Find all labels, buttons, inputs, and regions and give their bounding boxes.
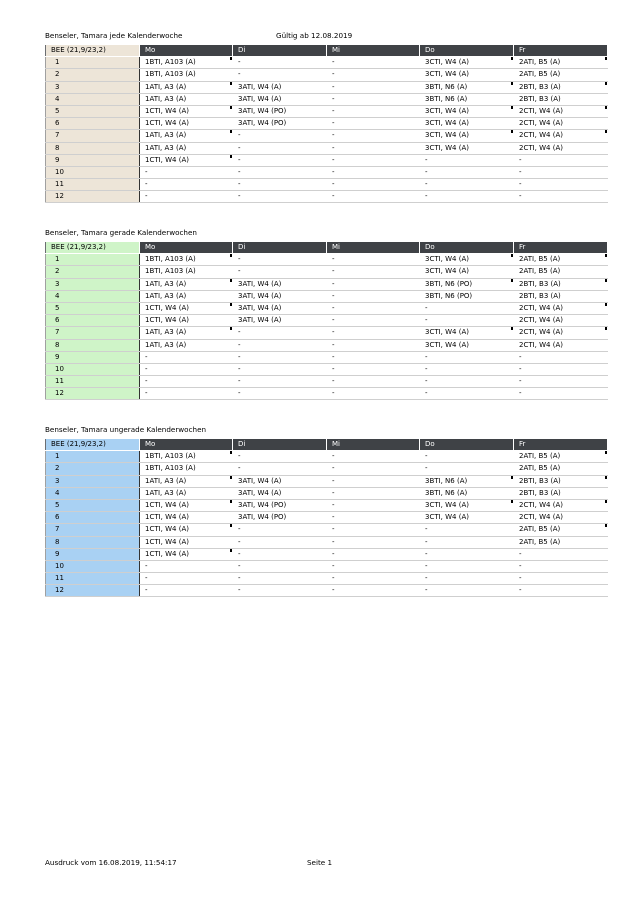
lesson-cell-fr: 2ATI, B5 (A) bbox=[514, 69, 608, 81]
lesson-cell-mi: - bbox=[327, 573, 420, 585]
lesson-cell-mo: 1ATI, A3 (A) bbox=[140, 142, 233, 154]
lesson-cell-mi: - bbox=[327, 166, 420, 178]
day-header-do: Do bbox=[420, 439, 514, 451]
lesson-cell-mo: 1ATI, A3 (A) bbox=[140, 93, 233, 105]
period-number: 2 bbox=[46, 69, 140, 81]
lesson-cell-di: - bbox=[233, 166, 327, 178]
lesson-cell-fr: - bbox=[514, 363, 608, 375]
period-number: 1 bbox=[46, 254, 140, 266]
table-row bbox=[46, 118, 608, 130]
period-number: 6 bbox=[46, 512, 140, 524]
lesson-cell-mi: - bbox=[327, 179, 420, 191]
lesson-cell-fr: - bbox=[514, 179, 608, 191]
period-number: 9 bbox=[46, 548, 140, 560]
day-header-do: Do bbox=[420, 45, 514, 57]
period-number: 5 bbox=[46, 302, 140, 314]
period-number: 5 bbox=[46, 105, 140, 117]
lesson-cell-mi: - bbox=[327, 57, 420, 69]
lesson-cell-fr: - bbox=[514, 351, 608, 363]
lesson-cell-di: 3ATI, W4 (A) bbox=[233, 487, 327, 499]
lesson-cell-do: 3BTI, N6 (PO) bbox=[420, 278, 514, 290]
table-row bbox=[46, 290, 608, 302]
teacher-code-header: BEE (21,9/23,2) bbox=[46, 45, 140, 57]
lesson-cell-do: - bbox=[420, 524, 514, 536]
lesson-cell-fr: 2BTI, B3 (A) bbox=[514, 278, 608, 290]
day-header-mo: Mo bbox=[140, 45, 233, 57]
table-row bbox=[46, 266, 608, 278]
lesson-cell-mi: - bbox=[327, 191, 420, 203]
lesson-cell-fr: 2BTI, B3 (A) bbox=[514, 475, 608, 487]
period-number: 7 bbox=[46, 130, 140, 142]
lesson-cell-fr: - bbox=[514, 388, 608, 400]
lesson-cell-di: - bbox=[233, 142, 327, 154]
lesson-cell-fr: - bbox=[514, 573, 608, 585]
table-header-row bbox=[46, 45, 608, 57]
lesson-cell-fr: 2ATI, B5 (A) bbox=[514, 254, 608, 266]
lesson-cell-di: - bbox=[233, 339, 327, 351]
lesson-cell-fr: 2CTI, W4 (A) bbox=[514, 118, 608, 130]
lesson-cell-do: 3CTI, W4 (A) bbox=[420, 327, 514, 339]
lesson-cell-mi: - bbox=[327, 388, 420, 400]
lesson-cell-do: - bbox=[420, 166, 514, 178]
lesson-cell-di: - bbox=[233, 327, 327, 339]
day-header-mo: Mo bbox=[140, 439, 233, 451]
day-header-di: Di bbox=[233, 45, 327, 57]
lesson-cell-fr: 2ATI, B5 (A) bbox=[514, 524, 608, 536]
table-row bbox=[46, 475, 608, 487]
period-number: 4 bbox=[46, 487, 140, 499]
lesson-cell-mi: - bbox=[327, 376, 420, 388]
lesson-cell-mo: 1CTI, W4 (A) bbox=[140, 154, 233, 166]
lesson-cell-di: - bbox=[233, 451, 327, 463]
lesson-cell-fr: - bbox=[514, 560, 608, 572]
lesson-cell-fr: 2ATI, B5 (A) bbox=[514, 463, 608, 475]
teacher-code-header: BEE (21,9/23,2) bbox=[46, 439, 140, 451]
lesson-cell-do: 3BTI, N6 (A) bbox=[420, 487, 514, 499]
table-row bbox=[46, 69, 608, 81]
lesson-cell-mi: - bbox=[327, 499, 420, 511]
period-number: 4 bbox=[46, 290, 140, 302]
table-row bbox=[46, 451, 608, 463]
period-number: 1 bbox=[46, 57, 140, 69]
timetable-odd-weeks bbox=[45, 438, 608, 597]
lesson-cell-di: - bbox=[233, 351, 327, 363]
lesson-cell-mi: - bbox=[327, 548, 420, 560]
lesson-cell-mo: 1CTI, W4 (A) bbox=[140, 118, 233, 130]
table-row bbox=[46, 254, 608, 266]
period-number: 12 bbox=[46, 191, 140, 203]
period-number: 8 bbox=[46, 142, 140, 154]
lesson-cell-fr: 2ATI, B5 (A) bbox=[514, 266, 608, 278]
lesson-cell-mi: - bbox=[327, 81, 420, 93]
table-row bbox=[46, 536, 608, 548]
lesson-cell-do: - bbox=[420, 388, 514, 400]
page-number: Seite 1 bbox=[307, 858, 333, 867]
period-number: 5 bbox=[46, 499, 140, 511]
lesson-cell-mi: - bbox=[327, 154, 420, 166]
lesson-cell-mi: - bbox=[327, 585, 420, 597]
lesson-cell-mo: 1BTI, A103 (A) bbox=[140, 451, 233, 463]
table-row bbox=[46, 363, 608, 375]
lesson-cell-mi: - bbox=[327, 105, 420, 117]
lesson-cell-di: - bbox=[233, 130, 327, 142]
period-number: 12 bbox=[46, 388, 140, 400]
lesson-cell-fr: 2BTI, B3 (A) bbox=[514, 487, 608, 499]
period-number: 11 bbox=[46, 179, 140, 191]
period-number: 7 bbox=[46, 327, 140, 339]
section-title-even-weeks: Benseler, Tamara gerade Kalenderwochen bbox=[45, 228, 197, 237]
period-number: 10 bbox=[46, 560, 140, 572]
lesson-cell-fr: 2CTI, W4 (A) bbox=[514, 105, 608, 117]
lesson-cell-mo: 1ATI, A3 (A) bbox=[140, 130, 233, 142]
lesson-cell-do: 3CTI, W4 (A) bbox=[420, 57, 514, 69]
lesson-cell-mo: 1CTI, W4 (A) bbox=[140, 548, 233, 560]
period-number: 12 bbox=[46, 585, 140, 597]
lesson-cell-mi: - bbox=[327, 351, 420, 363]
lesson-cell-mi: - bbox=[327, 560, 420, 572]
lesson-cell-mo: 1ATI, A3 (A) bbox=[140, 327, 233, 339]
lesson-cell-mo: 1BTI, A103 (A) bbox=[140, 69, 233, 81]
period-number: 9 bbox=[46, 351, 140, 363]
timetable-even-weeks bbox=[45, 241, 608, 400]
lesson-cell-mo: 1ATI, A3 (A) bbox=[140, 475, 233, 487]
lesson-cell-di: - bbox=[233, 524, 327, 536]
day-header-fr: Fr bbox=[514, 45, 608, 57]
period-number: 3 bbox=[46, 278, 140, 290]
table-row bbox=[46, 191, 608, 203]
lesson-cell-fr: 2CTI, W4 (A) bbox=[514, 339, 608, 351]
lesson-cell-do: 3CTI, W4 (A) bbox=[420, 130, 514, 142]
lesson-cell-di: 3ATI, W4 (A) bbox=[233, 315, 327, 327]
period-number: 2 bbox=[46, 463, 140, 475]
lesson-cell-mi: - bbox=[327, 512, 420, 524]
lesson-cell-di: - bbox=[233, 154, 327, 166]
lesson-cell-do: - bbox=[420, 302, 514, 314]
lesson-cell-fr: - bbox=[514, 191, 608, 203]
lesson-cell-mi: - bbox=[327, 290, 420, 302]
lesson-cell-fr: 2CTI, W4 (A) bbox=[514, 499, 608, 511]
lesson-cell-mo: 1ATI, A3 (A) bbox=[140, 81, 233, 93]
print-timestamp: Ausdruck vom 16.08.2019, 11:54:17 bbox=[45, 858, 177, 867]
valid-from-label: Gültig ab 12.08.2019 bbox=[276, 31, 353, 40]
lesson-cell-fr: 2CTI, W4 (A) bbox=[514, 302, 608, 314]
lesson-cell-mo: - bbox=[140, 351, 233, 363]
table-row bbox=[46, 57, 608, 69]
lesson-cell-fr: 2ATI, B5 (A) bbox=[514, 57, 608, 69]
lesson-cell-di: - bbox=[233, 573, 327, 585]
lesson-cell-do: 3CTI, W4 (A) bbox=[420, 118, 514, 130]
lesson-cell-do: - bbox=[420, 179, 514, 191]
table-row bbox=[46, 327, 608, 339]
table-row bbox=[46, 166, 608, 178]
lesson-cell-do: - bbox=[420, 548, 514, 560]
lesson-cell-do: - bbox=[420, 451, 514, 463]
lesson-cell-fr: 2BTI, B3 (A) bbox=[514, 81, 608, 93]
lesson-cell-mo: - bbox=[140, 179, 233, 191]
lesson-cell-mi: - bbox=[327, 69, 420, 81]
lesson-cell-di: - bbox=[233, 548, 327, 560]
table-row bbox=[46, 376, 608, 388]
lesson-cell-di: - bbox=[233, 266, 327, 278]
day-header-fr: Fr bbox=[514, 242, 608, 254]
lesson-cell-di: 3ATI, W4 (A) bbox=[233, 81, 327, 93]
lesson-cell-di: 3ATI, W4 (PO) bbox=[233, 512, 327, 524]
lesson-cell-do: - bbox=[420, 560, 514, 572]
lesson-cell-mi: - bbox=[327, 487, 420, 499]
lesson-cell-do: - bbox=[420, 315, 514, 327]
lesson-cell-di: - bbox=[233, 179, 327, 191]
lesson-cell-mi: - bbox=[327, 451, 420, 463]
period-number: 3 bbox=[46, 81, 140, 93]
period-number: 6 bbox=[46, 315, 140, 327]
lesson-cell-di: 3ATI, W4 (A) bbox=[233, 93, 327, 105]
lesson-cell-mi: - bbox=[327, 130, 420, 142]
teacher-code-header: BEE (21,9/23,2) bbox=[46, 242, 140, 254]
table-row bbox=[46, 351, 608, 363]
lesson-cell-mo: 1ATI, A3 (A) bbox=[140, 290, 233, 302]
period-number: 9 bbox=[46, 154, 140, 166]
lesson-cell-mo: 1ATI, A3 (A) bbox=[140, 487, 233, 499]
lesson-cell-do: 3BTI, N6 (PO) bbox=[420, 290, 514, 302]
table-row bbox=[46, 388, 608, 400]
lesson-cell-do: 3CTI, W4 (A) bbox=[420, 512, 514, 524]
lesson-cell-do: - bbox=[420, 463, 514, 475]
lesson-cell-do: 3CTI, W4 (A) bbox=[420, 142, 514, 154]
lesson-cell-di: 3ATI, W4 (A) bbox=[233, 290, 327, 302]
lesson-cell-fr: 2BTI, B3 (A) bbox=[514, 93, 608, 105]
period-number: 6 bbox=[46, 118, 140, 130]
lesson-cell-do: - bbox=[420, 154, 514, 166]
period-number: 11 bbox=[46, 573, 140, 585]
table-row bbox=[46, 512, 608, 524]
lesson-cell-mi: - bbox=[327, 536, 420, 548]
lesson-cell-di: - bbox=[233, 363, 327, 375]
lesson-cell-mo: 1CTI, W4 (A) bbox=[140, 536, 233, 548]
day-header-di: Di bbox=[233, 439, 327, 451]
lesson-cell-do: 3CTI, W4 (A) bbox=[420, 339, 514, 351]
period-number: 10 bbox=[46, 166, 140, 178]
lesson-cell-mo: - bbox=[140, 585, 233, 597]
table-row bbox=[46, 548, 608, 560]
lesson-cell-di: 3ATI, W4 (PO) bbox=[233, 499, 327, 511]
lesson-cell-do: - bbox=[420, 585, 514, 597]
lesson-cell-fr: - bbox=[514, 154, 608, 166]
period-number: 8 bbox=[46, 339, 140, 351]
lesson-cell-di: - bbox=[233, 191, 327, 203]
lesson-cell-mo: 1BTI, A103 (A) bbox=[140, 266, 233, 278]
lesson-cell-di: - bbox=[233, 585, 327, 597]
lesson-cell-mi: - bbox=[327, 315, 420, 327]
table-row bbox=[46, 463, 608, 475]
table-row bbox=[46, 179, 608, 191]
table-row bbox=[46, 499, 608, 511]
lesson-cell-mi: - bbox=[327, 142, 420, 154]
table-row bbox=[46, 105, 608, 117]
lesson-cell-fr: 2CTI, W4 (A) bbox=[514, 142, 608, 154]
lesson-cell-mi: - bbox=[327, 339, 420, 351]
day-header-di: Di bbox=[233, 242, 327, 254]
lesson-cell-mo: 1CTI, W4 (A) bbox=[140, 524, 233, 536]
table-header-row bbox=[46, 439, 608, 451]
lesson-cell-di: - bbox=[233, 376, 327, 388]
lesson-cell-mi: - bbox=[327, 475, 420, 487]
lesson-cell-mo: - bbox=[140, 166, 233, 178]
lesson-cell-mi: - bbox=[327, 463, 420, 475]
lesson-cell-mi: - bbox=[327, 266, 420, 278]
lesson-cell-mo: 1CTI, W4 (A) bbox=[140, 499, 233, 511]
period-number: 3 bbox=[46, 475, 140, 487]
lesson-cell-do: - bbox=[420, 191, 514, 203]
lesson-cell-di: - bbox=[233, 388, 327, 400]
table-row bbox=[46, 339, 608, 351]
lesson-cell-fr: 2CTI, W4 (A) bbox=[514, 327, 608, 339]
lesson-cell-do: 3CTI, W4 (A) bbox=[420, 105, 514, 117]
lesson-cell-mo: 1CTI, W4 (A) bbox=[140, 105, 233, 117]
lesson-cell-di: - bbox=[233, 254, 327, 266]
lesson-cell-di: 3ATI, W4 (A) bbox=[233, 302, 327, 314]
lesson-cell-di: - bbox=[233, 463, 327, 475]
lesson-cell-do: - bbox=[420, 573, 514, 585]
section-title-odd-weeks: Benseler, Tamara ungerade Kalenderwochen bbox=[45, 425, 207, 434]
lesson-cell-mi: - bbox=[327, 524, 420, 536]
table-row bbox=[46, 93, 608, 105]
table-header-row bbox=[46, 242, 608, 254]
lesson-cell-mo: 1BTI, A103 (A) bbox=[140, 463, 233, 475]
table-row bbox=[46, 142, 608, 154]
lesson-cell-do: 3CTI, W4 (A) bbox=[420, 254, 514, 266]
lesson-cell-fr: - bbox=[514, 548, 608, 560]
lesson-cell-do: - bbox=[420, 376, 514, 388]
table-row bbox=[46, 278, 608, 290]
lesson-cell-mi: - bbox=[327, 93, 420, 105]
lesson-cell-mi: - bbox=[327, 118, 420, 130]
lesson-cell-di: 3ATI, W4 (A) bbox=[233, 278, 327, 290]
lesson-cell-fr: 2BTI, B3 (A) bbox=[514, 290, 608, 302]
period-number: 8 bbox=[46, 536, 140, 548]
day-header-fr: Fr bbox=[514, 439, 608, 451]
lesson-cell-mi: - bbox=[327, 254, 420, 266]
lesson-cell-fr: 2ATI, B5 (A) bbox=[514, 536, 608, 548]
lesson-cell-do: - bbox=[420, 536, 514, 548]
day-header-mo: Mo bbox=[140, 242, 233, 254]
lesson-cell-mo: 1ATI, A3 (A) bbox=[140, 278, 233, 290]
day-header-mi: Mi bbox=[327, 242, 420, 254]
lesson-cell-mo: - bbox=[140, 573, 233, 585]
lesson-cell-mo: 1CTI, W4 (A) bbox=[140, 512, 233, 524]
lesson-cell-fr: 2CTI, W4 (A) bbox=[514, 130, 608, 142]
lesson-cell-mo: - bbox=[140, 363, 233, 375]
lesson-cell-mo: 1BTI, A103 (A) bbox=[140, 254, 233, 266]
lesson-cell-mo: - bbox=[140, 191, 233, 203]
period-number: 1 bbox=[46, 451, 140, 463]
lesson-cell-do: 3BTI, N6 (A) bbox=[420, 475, 514, 487]
lesson-cell-fr: - bbox=[514, 585, 608, 597]
lesson-cell-fr: - bbox=[514, 376, 608, 388]
lesson-cell-mo: 1ATI, A3 (A) bbox=[140, 339, 233, 351]
period-number: 11 bbox=[46, 376, 140, 388]
lesson-cell-mo: - bbox=[140, 560, 233, 572]
lesson-cell-mi: - bbox=[327, 302, 420, 314]
lesson-cell-di: - bbox=[233, 57, 327, 69]
day-header-mi: Mi bbox=[327, 45, 420, 57]
lesson-cell-mi: - bbox=[327, 327, 420, 339]
day-header-mi: Mi bbox=[327, 439, 420, 451]
lesson-cell-mi: - bbox=[327, 278, 420, 290]
day-header-do: Do bbox=[420, 242, 514, 254]
lesson-cell-mo: - bbox=[140, 388, 233, 400]
table-row bbox=[46, 573, 608, 585]
lesson-cell-do: 3CTI, W4 (A) bbox=[420, 266, 514, 278]
lesson-cell-do: 3BTI, N6 (A) bbox=[420, 81, 514, 93]
table-row bbox=[46, 130, 608, 142]
lesson-cell-fr: - bbox=[514, 166, 608, 178]
lesson-cell-fr: 2CTI, W4 (A) bbox=[514, 512, 608, 524]
table-row bbox=[46, 81, 608, 93]
lesson-cell-do: 3BTI, N6 (A) bbox=[420, 93, 514, 105]
lesson-cell-fr: 2ATI, B5 (A) bbox=[514, 451, 608, 463]
table-row bbox=[46, 487, 608, 499]
table-row bbox=[46, 302, 608, 314]
period-number: 2 bbox=[46, 266, 140, 278]
lesson-cell-mo: - bbox=[140, 376, 233, 388]
table-row bbox=[46, 524, 608, 536]
lesson-cell-fr: 2CTI, W4 (A) bbox=[514, 315, 608, 327]
section-title-every-week: Benseler, Tamara jede Kalenderwoche bbox=[45, 31, 183, 40]
lesson-cell-do: 3CTI, W4 (A) bbox=[420, 499, 514, 511]
timetable-every-week bbox=[45, 44, 608, 203]
lesson-cell-do: - bbox=[420, 363, 514, 375]
lesson-cell-mi: - bbox=[327, 363, 420, 375]
lesson-cell-mo: 1BTI, A103 (A) bbox=[140, 57, 233, 69]
lesson-cell-do: 3CTI, W4 (A) bbox=[420, 69, 514, 81]
lesson-cell-di: - bbox=[233, 69, 327, 81]
lesson-cell-di: - bbox=[233, 560, 327, 572]
period-number: 4 bbox=[46, 93, 140, 105]
lesson-cell-do: - bbox=[420, 351, 514, 363]
lesson-cell-di: 3ATI, W4 (A) bbox=[233, 475, 327, 487]
lesson-cell-di: 3ATI, W4 (PO) bbox=[233, 118, 327, 130]
table-row bbox=[46, 585, 608, 597]
period-number: 7 bbox=[46, 524, 140, 536]
table-row bbox=[46, 154, 608, 166]
lesson-cell-mo: 1CTI, W4 (A) bbox=[140, 302, 233, 314]
table-row bbox=[46, 315, 608, 327]
lesson-cell-mo: 1CTI, W4 (A) bbox=[140, 315, 233, 327]
period-number: 10 bbox=[46, 363, 140, 375]
table-row bbox=[46, 560, 608, 572]
lesson-cell-di: 3ATI, W4 (PO) bbox=[233, 105, 327, 117]
lesson-cell-di: - bbox=[233, 536, 327, 548]
